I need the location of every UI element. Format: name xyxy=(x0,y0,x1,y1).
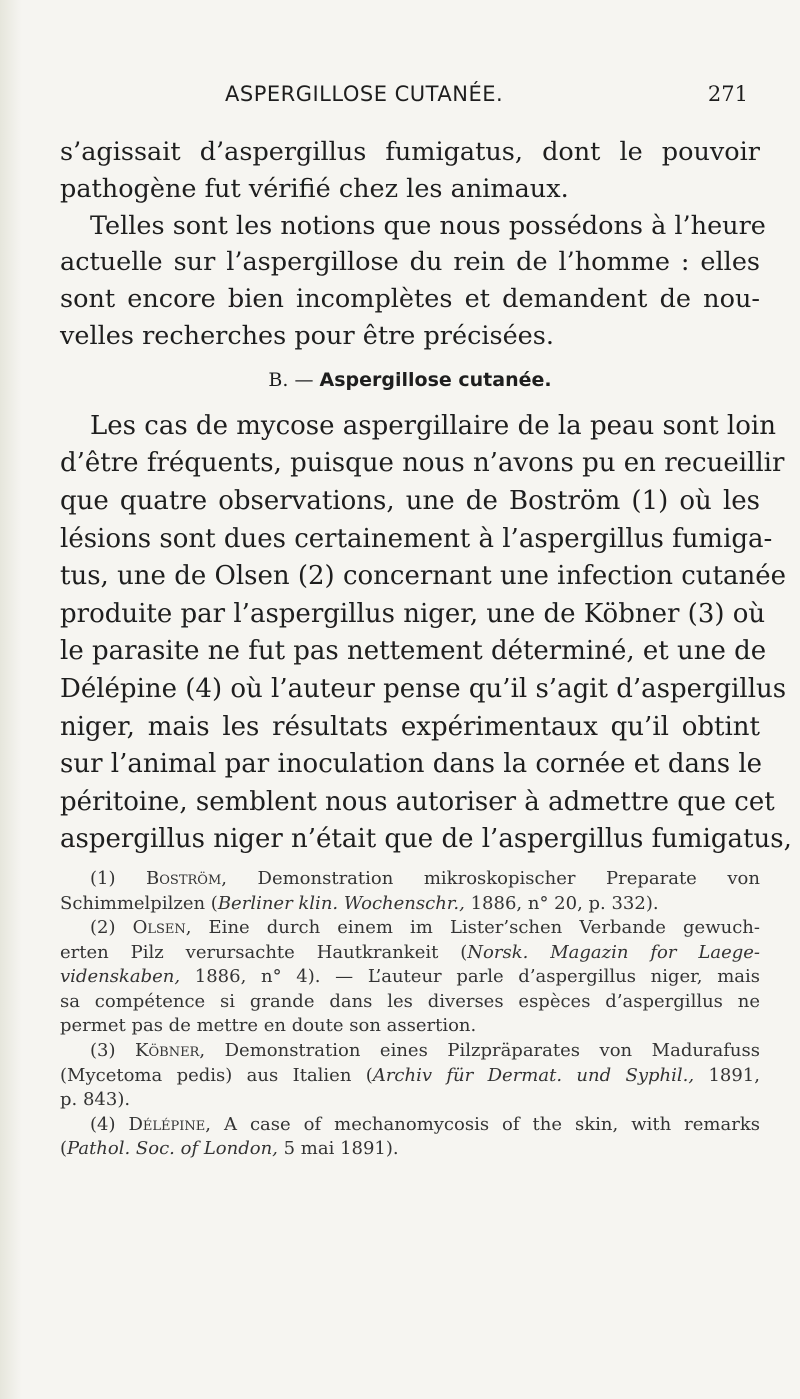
text-line: pathogène fut vérifié chez les animaux. xyxy=(60,173,569,204)
section-title: Aspergillose cutanée. xyxy=(319,368,552,391)
section-label: B. — xyxy=(268,368,314,391)
footnote-text: 1886, n° 4). — L’auteur parle d’aspergillus niger, mais xyxy=(180,966,760,988)
section-heading xyxy=(60,369,760,391)
footnote-line: permet pas de mettre en doute son assertion. xyxy=(60,1015,477,1037)
footnote-number: (2) xyxy=(90,917,116,939)
text-line: actuelle sur l’aspergillose du rein de l’homme : elles xyxy=(60,247,760,278)
text-line: le parasite ne fut pas nettement déterminé, et une de xyxy=(60,636,767,667)
footnote-line xyxy=(60,941,760,966)
footnotes xyxy=(60,867,760,1162)
running-head xyxy=(60,82,760,122)
footnote-journal: Berliner klin. Wochenschr., xyxy=(217,892,465,914)
page-number: 271 xyxy=(707,82,748,106)
running-title: ASPERGILLOSE CUTANÉE. xyxy=(225,82,504,106)
text-line: velles recherches pour être précisées. xyxy=(60,320,554,351)
footnote-3 xyxy=(60,1039,760,1064)
footnote-2 xyxy=(60,916,760,941)
footnote-line xyxy=(60,965,760,990)
book-page xyxy=(60,0,792,1162)
footnote-journal: videnskaben, xyxy=(60,966,181,988)
footnote-number: (3) xyxy=(90,1040,116,1062)
footnote-text: Demonstration eines Pilzpräparates von Madurafuss xyxy=(224,1040,760,1062)
footnote-text: A case of mechanomycosis of the skin, with remarks xyxy=(223,1113,760,1135)
text-line: Les cas de mycose aspergillaire de la peau sont loin xyxy=(90,410,776,441)
text-line: péritoine, semblent nous autoriser à admettre que cet xyxy=(60,786,775,817)
footnote-author: Köbner, xyxy=(135,1040,206,1062)
text-line: d’être fréquents, puisque nous n’avons pu en recueillir xyxy=(60,448,785,479)
text-line: tus, une de Olsen (2) concernant une infection cutanée xyxy=(60,561,786,592)
text-line: sur l’animal par inoculation dans la cornée et dans le xyxy=(60,749,763,780)
page-edge-shadow xyxy=(0,0,22,1399)
text-line: que quatre observations, une de Boström (1) où les xyxy=(60,485,760,516)
footnote-line xyxy=(60,1137,760,1162)
footnote-text: Schimmelpilzen ( xyxy=(60,892,218,914)
text-line: aspergillus niger n’était que de l’aspergillus fumigatus, xyxy=(60,824,792,855)
text-line: produite par l’aspergillus niger, une de Köbner (3) où xyxy=(60,598,766,629)
text-line: Délépine (4) où l’auteur pense qu’il s’agit d’aspergillus xyxy=(60,673,787,704)
footnote-text: ( xyxy=(60,1138,68,1160)
footnote-text: Eine durch einem im Lister’schen Verbande gewuch- xyxy=(208,917,760,939)
footnote-line xyxy=(60,892,760,917)
footnote-text: erten Pilz verursachte Hautkrankeit ( xyxy=(60,941,468,963)
text-line: sont encore bien incomplètes et demandent de nou- xyxy=(60,284,760,315)
footnote-journal: Norsk. Magazin for Laege- xyxy=(467,941,760,963)
footnote-author: Olsen, xyxy=(132,917,192,939)
text-line: lésions sont dues certainement à l’aspergillus fumiga- xyxy=(60,523,773,554)
section-body xyxy=(60,408,792,859)
footnote-line: p. 843). xyxy=(60,1089,131,1111)
footnote-number: (4) xyxy=(90,1113,116,1135)
footnote-text: 1891, xyxy=(694,1064,760,1086)
text-line: s’agissait d’aspergillus fumigatus, dont le pouvoir xyxy=(60,137,760,167)
footnote-author: Délépine, xyxy=(128,1113,211,1135)
body-text xyxy=(60,134,766,355)
footnote-text: Demonstration mikroskopischer Preparate von xyxy=(257,867,760,889)
text-line: niger, mais les résultats expérimentaux qu’il obtint xyxy=(60,711,760,742)
footnote-journal: Pathol. Soc. of London, xyxy=(67,1138,278,1160)
text-line: Telles sont les notions que nous possédons à l’heure xyxy=(90,210,766,241)
footnote-text: 5 mai 1891). xyxy=(277,1138,399,1160)
footnote-4 xyxy=(60,1113,760,1138)
footnote-text: (Mycetoma pedis) aus Italien ( xyxy=(60,1064,373,1086)
footnote-text: 1886, n° 20, p. 332). xyxy=(464,892,659,914)
footnote-line: sa compétence si grande dans les diverses espèces d’aspergillus ne xyxy=(60,990,760,1012)
footnote-line xyxy=(60,1064,760,1089)
footnote-author: Boström, xyxy=(146,867,227,889)
footnote-number: (1) xyxy=(90,867,116,889)
footnote-1 xyxy=(60,867,760,892)
footnote-journal: Archiv für Dermat. und Syphil., xyxy=(372,1064,695,1086)
